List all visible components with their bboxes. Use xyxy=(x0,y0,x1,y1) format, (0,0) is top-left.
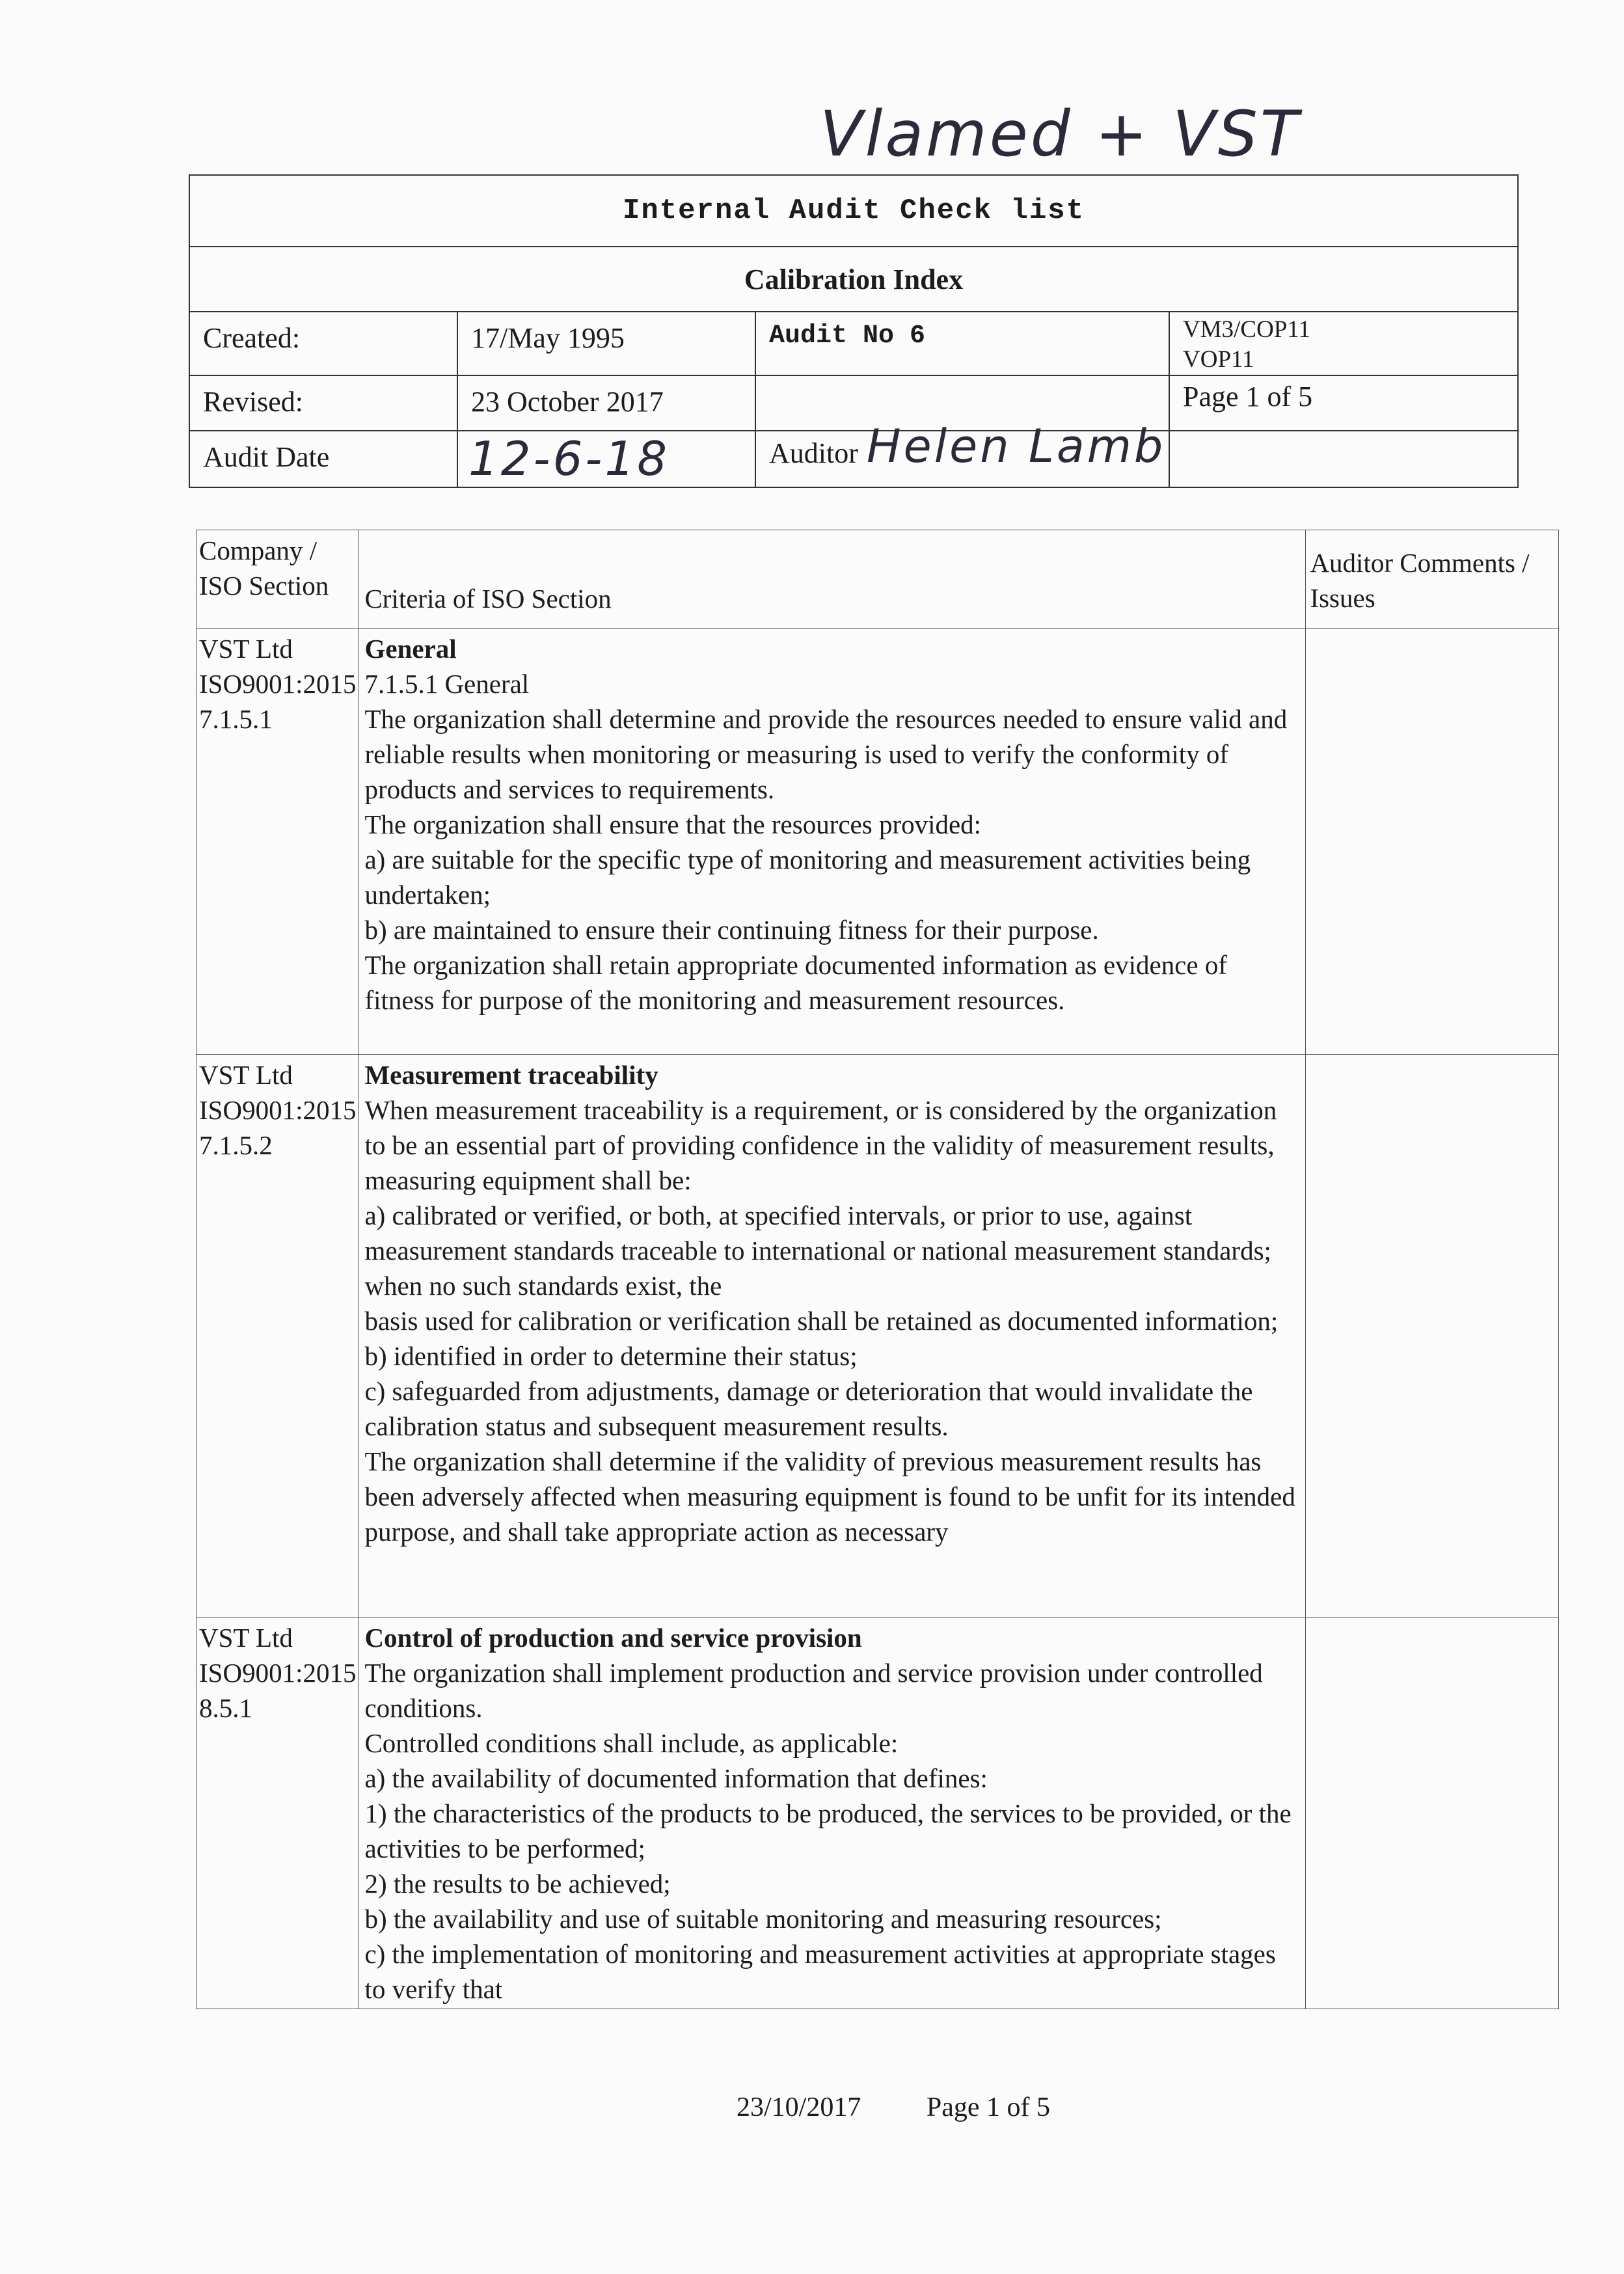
criteria-line: The organization shall ensure that the resources provided: xyxy=(364,809,982,839)
criteria-line: Controlled conditions shall include, as applicable: xyxy=(364,1728,899,1758)
criteria-line: c) the implementation of monitoring and measurement activities at appropriate stages to verify that xyxy=(364,1939,1276,2004)
checklist-table xyxy=(196,530,1559,2009)
criteria-line: b) identified in order to determine their status; xyxy=(364,1341,858,1371)
column-header-comments: Auditor Comments / Issues xyxy=(1306,530,1559,629)
criteria xyxy=(359,1618,1306,2009)
footer-page: Page 1 of 5 xyxy=(926,2092,1050,2122)
criteria xyxy=(359,629,1306,1055)
page-number: Page 1 of 5 xyxy=(1169,375,1518,431)
criteria-line: The organization shall implement production and service provision under controlled conditions. xyxy=(364,1658,1263,1723)
auditor-field xyxy=(755,420,1169,487)
header-table xyxy=(189,174,1519,488)
criteria-line: The organization shall determine and provide the resources needed to ensure valid and reliable results when monitoring or measuring is used to verify the conformity of products and services to requirements. xyxy=(364,704,1288,804)
audit-date-label: Audit Date xyxy=(189,431,457,487)
criteria-line: a) the availability of documented information that defines: xyxy=(364,1763,988,1793)
criteria-heading: General xyxy=(364,634,457,664)
iso-section: VST Ltd ISO9001:2015 8.5.1 xyxy=(196,1618,359,2009)
iso-section: VST Ltd ISO9001:2015 7.1.5.2 xyxy=(196,1055,359,1618)
column-header-section: Company / ISO Section xyxy=(196,530,359,629)
auditor-comments-input[interactable] xyxy=(1306,1618,1559,2009)
document-reference xyxy=(1169,312,1518,375)
criteria-line: The organization shall retain appropriate documented information as evidence of fitness for purpose of the monitoring and measurement resources. xyxy=(364,950,1228,1015)
criteria-line: a) calibrated or verified, or both, at specified intervals, or prior to use, against measurement standards traceable to international or national measurement standards; when no such standards exist, the xyxy=(364,1200,1271,1301)
auditor-label: Auditor xyxy=(769,437,858,469)
criteria-line: basis used for calibration or verification shall be retained as documented information; xyxy=(364,1306,1279,1336)
document-title: Internal Audit Check list xyxy=(189,175,1518,247)
empty-cell xyxy=(1169,431,1518,487)
criteria-line: 7.1.5.1 General xyxy=(364,669,530,699)
doc-ref-1: VM3/COP11 xyxy=(1183,316,1311,343)
page-footer xyxy=(737,2092,1109,2123)
audit-date-value xyxy=(457,431,755,487)
column-header-criteria: Criteria of ISO Section xyxy=(359,530,1306,629)
criteria-line: b) the availability and use of suitable monitoring and measuring resources; xyxy=(364,1904,1162,1934)
table-row xyxy=(196,629,1559,1055)
auditor-comments-input[interactable] xyxy=(1306,1055,1559,1618)
criteria-line: c) safeguarded from adjustments, damage or deterioration that would invalidate the calibration status and subsequent measurement results. xyxy=(364,1376,1253,1441)
criteria xyxy=(359,1055,1306,1618)
audit-number: Audit No 6 xyxy=(755,312,1169,375)
handwritten-auditor-name: Helen Lamb xyxy=(867,420,1166,473)
footer-date: 23/10/2017 xyxy=(737,2092,861,2122)
criteria-heading: Measurement traceability xyxy=(364,1060,658,1090)
table-row xyxy=(196,1055,1559,1618)
handwritten-audit-date: 12-6-18 xyxy=(468,431,670,486)
criteria-line: When measurement traceability is a requirement, or is considered by the organization to be an essential part of providing confidence in the validity of measurement results, measuring equipment shall be: xyxy=(364,1095,1277,1195)
revised-label: Revised: xyxy=(189,375,457,431)
created-label: Created: xyxy=(189,312,457,375)
criteria-heading: Control of production and service provision xyxy=(364,1623,862,1653)
table-header-row xyxy=(196,530,1559,629)
criteria-line: The organization shall determine if the validity of previous measurement results has been adversely affected when measuring equipment is found to be unfit for its intended purpose, and shall take appropriate action as necessary xyxy=(364,1446,1295,1547)
created-value: 17/May 1995 xyxy=(457,312,755,375)
doc-ref-2: VOP11 xyxy=(1183,346,1254,373)
handwritten-note: Vlamed + VST xyxy=(820,98,1301,170)
revised-value: 23 October 2017 xyxy=(457,375,755,431)
document-subtitle: Calibration Index xyxy=(189,247,1518,312)
criteria-line: 2) the results to be achieved; xyxy=(364,1869,671,1899)
iso-section: VST Ltd ISO9001:2015 7.1.5.1 xyxy=(196,629,359,1055)
criteria-line: a) are suitable for the specific type of monitoring and measurement activities being undertaken; xyxy=(364,845,1251,910)
table-row xyxy=(196,1618,1559,2009)
criteria-line: 1) the characteristics of the products to be produced, the services to be provided, or the activities to be performed; xyxy=(364,1798,1292,1863)
auditor-comments-input[interactable] xyxy=(1306,629,1559,1055)
criteria-line: b) are maintained to ensure their continuing fitness for their purpose. xyxy=(364,915,1099,945)
